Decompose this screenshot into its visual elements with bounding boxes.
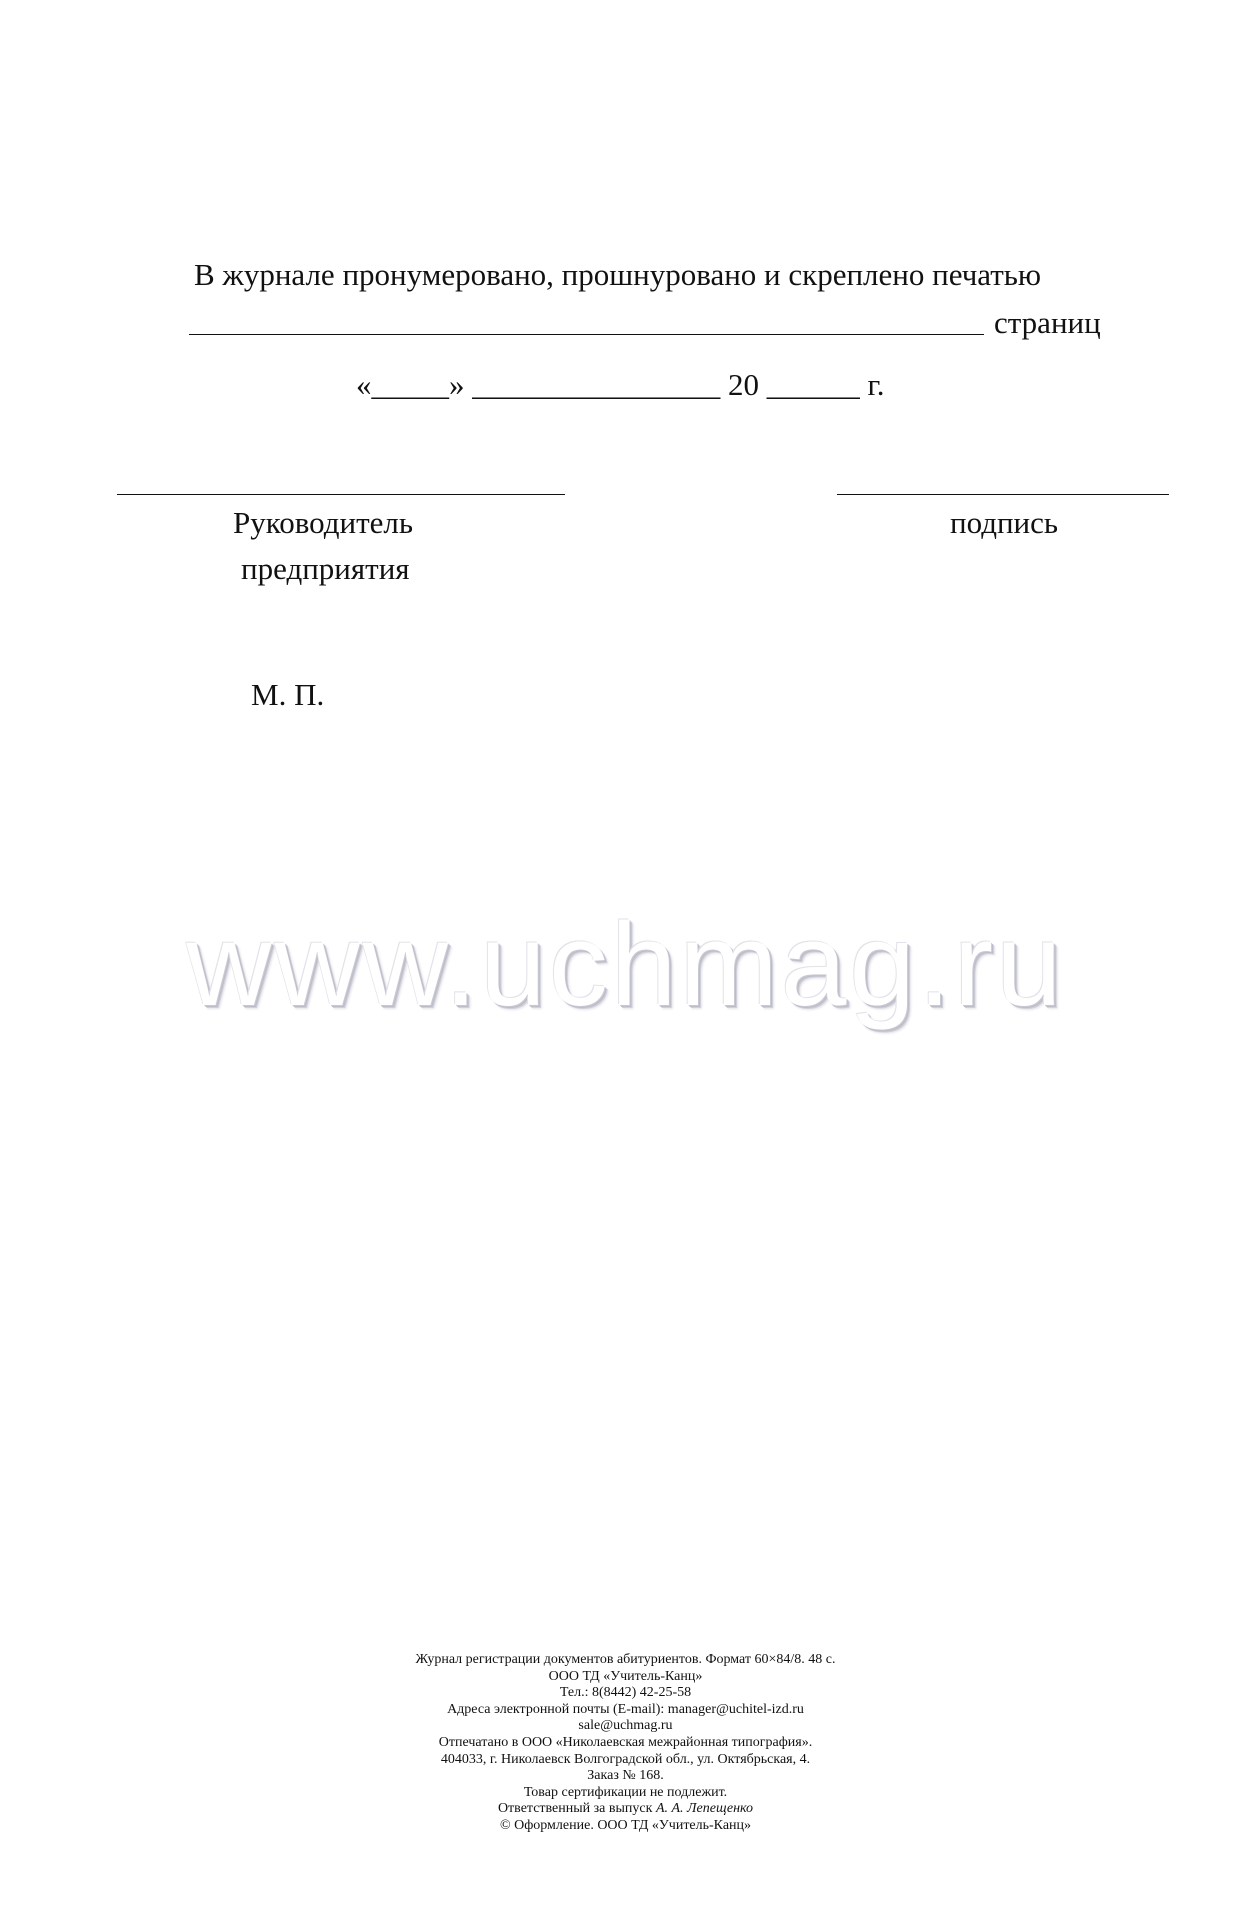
imprint-line: Тел.: 8(8442) 42-25-58 <box>559 1685 692 1701</box>
position-label-line-2: предприятия <box>241 551 410 586</box>
certification-statement: В журнале пронумеровано, прошнуровано и скреплено печатью <box>194 257 1042 292</box>
imprint-line: 404033, г. Николаевск Волгоградской обл., ул. Октябрьская, 4. <box>440 1751 811 1767</box>
imprint-line: sale@uchmag.ru <box>578 1718 673 1734</box>
imprint-line: Товар сертификации не подлежит. <box>523 1784 728 1800</box>
imprint-line: Заказ № 168. <box>587 1768 664 1784</box>
date-line: «_____» ________________ 20 ______ г. <box>356 367 885 402</box>
signature-blank <box>837 494 1169 495</box>
signature-label: подпись <box>950 505 1059 540</box>
pages-word: страниц <box>994 305 1101 340</box>
imprint-responsible-line <box>0 1801 1251 1818</box>
watermark: www.uchmag.ru <box>186 899 1065 1031</box>
page-count-blank <box>189 334 984 335</box>
imprint-line: Журнал регистрации документов абитуриентов. Формат 60×84/8. 48 с. <box>415 1652 836 1667</box>
position-label-line-1: Руководитель <box>233 505 414 540</box>
publisher-imprint <box>0 1652 1251 1835</box>
stamp-place-label: М. П. <box>251 677 325 712</box>
imprint-line: © Оформление. ООО ТД «Учитель-Канц» <box>499 1817 752 1833</box>
imprint-line: ООО ТД «Учитель-Канц» <box>548 1668 703 1684</box>
imprint-responsible-prefix: Ответственный за выпуск <box>497 1801 656 1817</box>
imprint-line: Адреса электронной почты (E-mail): manager@uchitel-izd.ru <box>447 1701 804 1717</box>
manager-name-blank <box>117 494 565 495</box>
imprint-responsible-name: А. А. Лепещенко <box>655 1801 754 1817</box>
imprint-line: Отпечатано в ООО «Николаевская межрайонная типография». <box>438 1734 813 1750</box>
